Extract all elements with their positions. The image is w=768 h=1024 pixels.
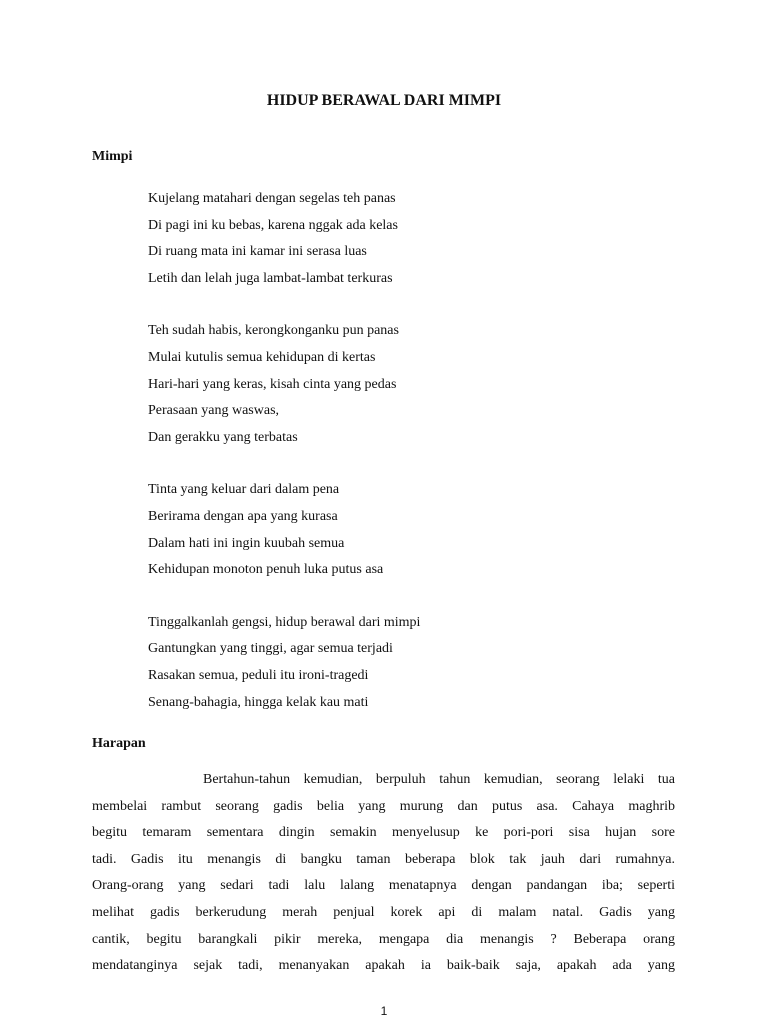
poem-line: Di ruang mata ini kamar ini serasa luas: [148, 244, 367, 260]
poem-stanza-3: [148, 477, 668, 583]
poem-stanza-1: [148, 186, 668, 292]
poem-line: Letih dan lelah juga lambat-lambat terkuras: [148, 270, 393, 286]
poem-line: Gantungkan yang tinggi, agar semua terjadi: [148, 641, 393, 657]
document-title: HIDUP BERAWAL DARI MIMPI: [266, 92, 502, 109]
poem-line: Dalam hati ini ingin kuubah semua: [148, 535, 345, 551]
poem-line: Rasakan semua, peduli itu ironi-tragedi: [148, 667, 369, 683]
paragraph-line: mendatanginya sejak tadi, menanyakan apakah ia baik-baik saja, apakah ada yang: [92, 958, 675, 974]
paragraph-line: tadi. Gadis itu menangis di bangku taman beberapa blok tak jauh dari rumahnya.: [92, 851, 675, 867]
poem-stanza-2: [148, 318, 668, 451]
section-heading-harapan: Harapan: [92, 736, 146, 751]
prose-paragraph-harapan: [92, 767, 675, 980]
poem-line: Mulai kutulis semua kehidupan di kertas: [148, 349, 376, 365]
paragraph-line: cantik, begitu barangkali pikir mereka, mengapa dia menangis ? Beberapa orang: [92, 931, 675, 947]
poem-line: Di pagi ini ku bebas, karena nggak ada kelas: [148, 217, 398, 233]
paragraph-line: Bertahun-tahun kemudian, berpuluh tahun kemudian, seorang lelaki tua: [203, 772, 675, 787]
paragraph-line: melihat gadis berkerudung merah penjual korek api di malam natal. Gadis yang: [92, 904, 675, 920]
poem-line: Dan gerakku yang terbatas: [148, 429, 298, 445]
paragraph-line: Orang-orang yang sedari tadi lalu lalang menatapnya dengan pandangan iba; seperti: [92, 878, 675, 894]
paragraph-line: begitu temaram sementara dingin semakin menyelusup ke pori-pori sisa hujan sore: [92, 825, 675, 841]
paragraph-line: membelai rambut seorang gadis belia yang murung dan putus asa. Cahaya maghrib: [92, 798, 675, 814]
poem-line: Tinta yang keluar dari dalam pena: [148, 482, 340, 498]
poem-line: Kujelang matahari dengan segelas teh panas: [148, 191, 396, 206]
poem-line: Perasaan yang waswas,: [148, 403, 280, 419]
poem-line: Teh sudah habis, kerongkonganku pun panas: [148, 323, 399, 339]
poem-line: Berirama dengan apa yang kurasa: [148, 508, 338, 524]
poem-line: Hari-hari yang keras, kisah cinta yang pedas: [148, 376, 397, 392]
poem-mimpi: [148, 186, 668, 742]
poem-line: Kehidupan monoton penuh luka putus asa: [148, 562, 384, 578]
poem-line: Tinggalkanlah gengsi, hidup berawal dari mimpi: [148, 614, 421, 630]
poem-stanza-4: [148, 610, 668, 716]
poem-line: Senang-bahagia, hingga kelak kau mati: [148, 694, 369, 710]
page-number: 1: [380, 1004, 388, 1018]
section-heading-mimpi: Mimpi: [92, 149, 133, 164]
